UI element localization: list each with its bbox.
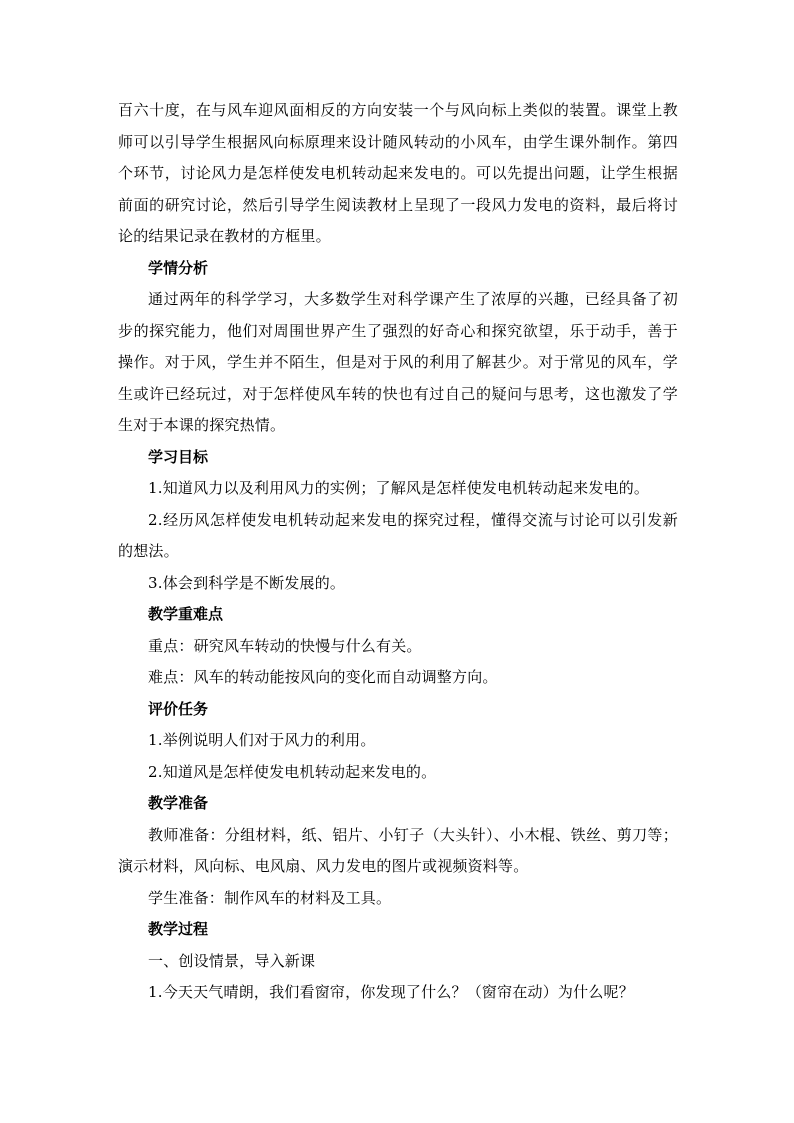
paragraph-step-1-1: 1.今天天气晴朗，我们看窗帘，你发现了什么？（窗帘在动）为什么呢？ xyxy=(148,983,634,1001)
heading-learning-goals: 学习目标 xyxy=(148,447,209,466)
paragraph-assessment-2: 2.知道风是怎样使发电机转动起来发电的。 xyxy=(148,762,437,781)
paragraph-student-analysis: 通过两年的科学学习，大多数学生对科学课产生了浓厚的兴趣，已经具备了初步的探究能力，他们对周围世界产生了强烈的好奇心和探究欲望，乐于动手，善于操作。对于风，学生并不陌生，但是对于风的利用了解甚少。对于常见的风车，学生或许已经玩过，对于怎样使风车转的快也有过自己的疑问与思考，这也激发了学生对于本课的探究热情。 xyxy=(118,290,678,434)
document-page xyxy=(118,95,678,1009)
paragraph-assessment-1: 1.举例说明人们对于风力的利用。 xyxy=(148,731,376,749)
heading-preparation: 教学准备 xyxy=(148,794,209,812)
paragraph-key-point: 重点：研究风车转动的快慢与什么有关。 xyxy=(148,636,422,655)
paragraph-goal-2: 2.经历风怎样使发电机转动起来发电的探究过程，懂得交流与讨论可以引发新的想法。 xyxy=(118,510,678,560)
heading-student-analysis: 学情分析 xyxy=(148,258,209,277)
paragraph-teacher-prep: 教师准备：分组材料，纸、铝片、小钉子（大头针）、小木棍、铁丝、剪刀等；演示材料，风向标、电风扇、风力发电的图片或视频资料等。 xyxy=(118,825,678,875)
heading-process: 教学过程 xyxy=(148,920,209,938)
paragraph-student-prep: 学生准备：制作风车的材料及工具。 xyxy=(148,888,392,907)
heading-key-points: 教学重难点 xyxy=(148,605,224,623)
paragraph-goal-3: 3.体会到科学是不断发展的。 xyxy=(148,573,346,592)
paragraph-intro: 百六十度，在与风车迎风面相反的方向安装一个与风向标上类似的装置。课堂上教师可以引导学生根据风向标原理来设计随风转动的小风车，由学生课外制作。第四个环节，讨论风力是怎样使发电机转动起来发电的。可以先提出问题，让学生根据前面的研究讨论，然后引导学生阅读教材上呈现了一段风力发电的资料，最后将讨论的结果记录在教材的方框里。 xyxy=(118,101,678,245)
paragraph-goal-1: 1.知道风力以及利用风力的实例；了解风是怎样使发电机转动起来发电的。 xyxy=(148,479,650,497)
paragraph-difficult-point: 难点：风车的转动能按风向的变化而自动调整方向。 xyxy=(148,668,498,686)
paragraph-step-1: 一、创设情景，导入新课 xyxy=(148,951,316,970)
heading-assessment: 评价任务 xyxy=(148,699,209,718)
